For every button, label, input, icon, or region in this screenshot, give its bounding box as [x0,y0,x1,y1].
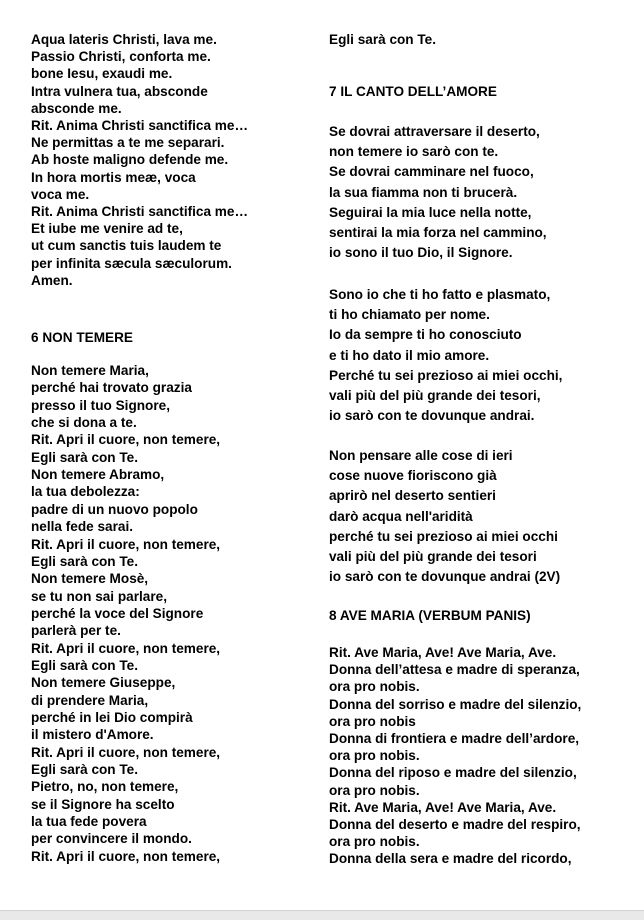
lyric-line: parlerà per te. [31,623,121,639]
lyric-line: io sono il tuo Dio, il Signore. [329,245,513,261]
lyric-line: Non temere Maria, [31,363,149,378]
lyric-line: la sua fiamma non ti brucerà. [329,184,518,200]
lyric-line: io sarò con te dovunque andrai. [329,408,535,424]
lyric-line: sentirai la mia forza nel cammino, [329,225,547,240]
lyric-line: ora pro nobis. [329,679,420,695]
lyric-line: Rit. Ave Maria, Ave! Ave Maria, Ave. [329,645,557,660]
lyric-line: Io da sempre ti ho conosciuto [329,327,522,343]
lyric-line: per convincere il mondo. [31,831,192,847]
lyric-line: Perché tu sei prezioso ai miei occhi, [329,367,563,383]
lyric-line: Amen. [31,272,73,288]
lyric-line: vali più del più grande dei tesori [329,549,537,564]
lyric-line: Rit. Apri il cuore, non temere, [31,432,221,448]
lyric-line: la tua debolezza: [31,484,140,500]
lyric-line: ora pro nobis [329,713,416,729]
lyric-line: ora pro nobis. [329,834,420,850]
lyric-line: Sono io che ti ho fatto e plasmato, [329,287,551,302]
lyric-line: padre di un nuovo popolo [31,501,198,517]
lyric-line: presso il tuo Signore, [31,397,170,413]
lyric-line: perché hai trovato grazia [31,380,192,396]
song-6-final-line: Egli sarà con Te. [329,32,437,47]
lyric-line: Ne permittas a te me separari. [31,135,225,151]
lyric-line: Donna del deserto e madre del respiro, [329,817,581,832]
lyric-line: Aqua lateris Christi, lava me. [31,32,217,47]
song-6-title: 6 NON TEMERE [31,330,133,345]
lyric-line: se il Signore ha scelto [31,796,175,812]
lyric-line: Rit. Apri il cuore, non temere, [31,640,221,656]
lyric-line: Rit. Anima Christi sanctifica me… [31,118,249,133]
lyric-line: Donna dell’attesa e madre di speranza, [329,662,580,678]
lyric-line: Intra vulnera tua, absconde [31,83,208,99]
lyric-line: Passio Christi, conforta me. [31,49,211,65]
lyric-line: In hora mortis meæ, voca [31,169,196,185]
lyric-line: darò acqua nell'aridità [329,508,473,524]
lyric-line: di prendere Maria, [31,692,149,708]
lyric-line: per infinita sæcula sæculorum. [31,255,232,271]
lyric-line: Non temere Mosè, [31,571,149,587]
lyric-line: io sarò con te dovunque andrai (2V) [329,569,561,585]
lyric-line: ti ho chiamato per nome. [329,307,490,323]
lyric-line: ut cum sanctis tuis laudem te [31,238,222,254]
lyric-line: Se dovrai attraversare il deserto, [329,124,540,139]
lyric-line: ora pro nobis. [329,782,420,798]
lyric-line: Seguirai la mia luce nella notte, [329,204,532,220]
lyric-line: Rit. Anima Christi sanctifica me… [31,204,249,219]
lyric-line: Donna del riposo e madre del silenzio, [329,765,577,781]
lyric-line: Donna del sorriso e madre del silenzio, [329,696,582,712]
lyric-line: Non pensare alle cose di ieri [329,448,513,463]
lyric-line: Egli sarà con Te. [31,449,139,465]
lyric-line: Pietro, no, non temere, [31,779,179,795]
lyric-line: che si dona a te. [31,415,137,431]
lyric-line: Se dovrai camminare nel fuoco, [329,164,534,180]
lyric-line: Ab hoste maligno defende me. [31,152,229,168]
lyric-line: Rit. Apri il cuore, non temere, [31,744,221,760]
lyric-line: e ti ho dato il mio amore. [329,347,490,363]
lyric-line: Rit. Apri il cuore, non temere, [31,848,221,864]
lyric-line: il mistero d'Amore. [31,727,154,743]
lyric-line: Egli sarà con Te. [31,762,139,778]
lyric-line: Non temere Abramo, [31,467,165,483]
lyric-line: nella fede sarai. [31,519,134,535]
lyric-line: bone Iesu, exaudi me. [31,66,173,82]
lyric-line: perché tu sei prezioso ai miei occhi [329,528,558,544]
lyric-line: non temere io sarò con te. [329,144,499,160]
lyric-line: Rit. Ave Maria, Ave! Ave Maria, Ave. [329,799,557,815]
lyric-line: cose nuove fioriscono già [329,468,497,484]
lyric-line: Et iube me venire ad te, [31,221,183,237]
lyric-line: ora pro nobis. [329,748,420,764]
lyric-line: se tu non sai parlare, [31,588,167,604]
lyric-line: aprirò nel deserto sentieri [329,488,496,504]
lyric-line: Donna della sera e madre del ricordo, [329,851,572,867]
lyric-line: Donna di frontiera e madre dell’ardore, [329,731,580,746]
lyric-line: Rit. Apri il cuore, non temere, [31,536,221,552]
lyric-line: Egli sarà con Te. [31,657,139,673]
lyric-line: vali più del più grande dei tesori, [329,388,541,403]
lyric-line: perché in lei Dio compirà [31,710,193,725]
song-8-title: 8 AVE MARIA (VERBUM PANIS) [329,608,531,623]
lyric-line: Egli sarà con Te. [31,553,139,569]
lyric-line: voca me. [31,186,90,202]
lyric-line: perché la voce del Signore [31,605,204,621]
lyric-line: Non temere Giuseppe, [31,675,176,691]
song-7-title: 7 IL CANTO DELL’AMORE [329,84,497,99]
lyric-line: la tua fede povera [31,814,147,830]
lyric-line: absconde me. [31,100,122,116]
